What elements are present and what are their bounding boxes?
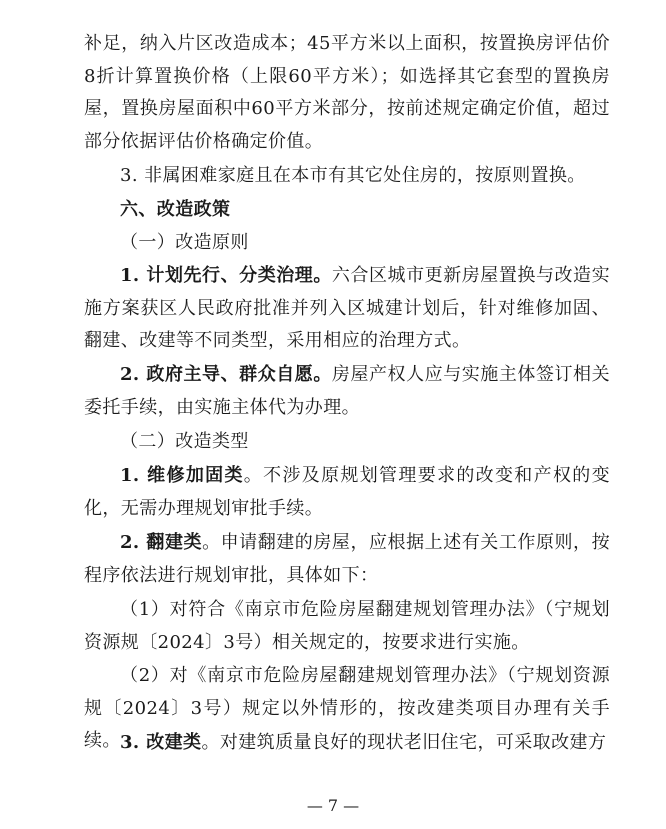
paragraph-text: 房屋产权人应与实施主体签订相关委托手续，由实施主体代为办理。	[84, 364, 610, 418]
paragraph-text: （1）对符合《南京市危险房屋翻建规划管理办法》（宁规划资源规〔2024〕3号）相关规定的，按要求进行实施。	[84, 599, 610, 653]
paragraph-text: 。申请翻建的房屋，应根据上述有关工作原则，按程序依法进行规划审批，具体如下：	[84, 532, 610, 586]
paragraph-rebuild-item-1	[84, 594, 610, 659]
paragraph-text: 3. 非属困难家庭且在本市有其它处住房的，按原则置换。	[120, 165, 586, 186]
paragraph-text: 六合区城市更新房屋置换与改造实施方案获区人民政府批准并列入区城建计划后，针对维修加固、翻建、改建等不同类型，采用相应的治理方式。	[84, 265, 610, 352]
subheading-text: （一）改造原则	[120, 232, 249, 253]
paragraph-lead: 1. 计划先行、分类治理。	[120, 265, 332, 286]
paragraph-lead: 2. 翻建类	[120, 532, 203, 553]
paragraph-text: 补足，纳入片区改造成本；45平方米以上面积，按置换房评估价8折计算置换价格（上限60平方米）；如选择其它套型的置换房屋，置换房屋面积中60平方米部分，按前述规定确定价值，超过部分依据评估价格确定价值。	[84, 33, 610, 152]
subheading-types	[84, 426, 610, 459]
page-number: — 7 —	[306, 796, 360, 815]
paragraph-plan-first	[84, 260, 610, 358]
paragraph-text: 。不涉及原规划管理要求的改变和产权的变化，无需办理规划审批手续。	[84, 465, 610, 519]
paragraph-government-led	[84, 359, 610, 424]
heading-text: 六、改造政策	[120, 199, 231, 220]
paragraph-renovation	[84, 727, 610, 760]
subheading-principles	[84, 227, 610, 260]
section-heading-policy	[84, 194, 610, 227]
paragraph-area-pricing	[84, 28, 610, 158]
paragraph-lead: 1. 维修加固类	[120, 465, 244, 486]
paragraph-rebuild	[84, 527, 610, 592]
paragraph-lead: 3. 改建类	[120, 732, 202, 753]
paragraph-maintenance	[84, 460, 610, 525]
paragraph-non-hardship	[84, 160, 610, 193]
paragraph-text: 。对建筑质量良好的现状老旧住宅，可采取改建方	[201, 732, 607, 753]
paragraph-lead: 2. 政府主导、群众自愿。	[120, 364, 332, 385]
subheading-text: （二）改造类型	[120, 431, 249, 452]
paragraph-text: （2）对《南京市危险房屋翻建规划管理办法》（宁规划资源规〔2024〕3号）规定以外情形的，按改建类项目办理有关手续。	[84, 665, 610, 752]
